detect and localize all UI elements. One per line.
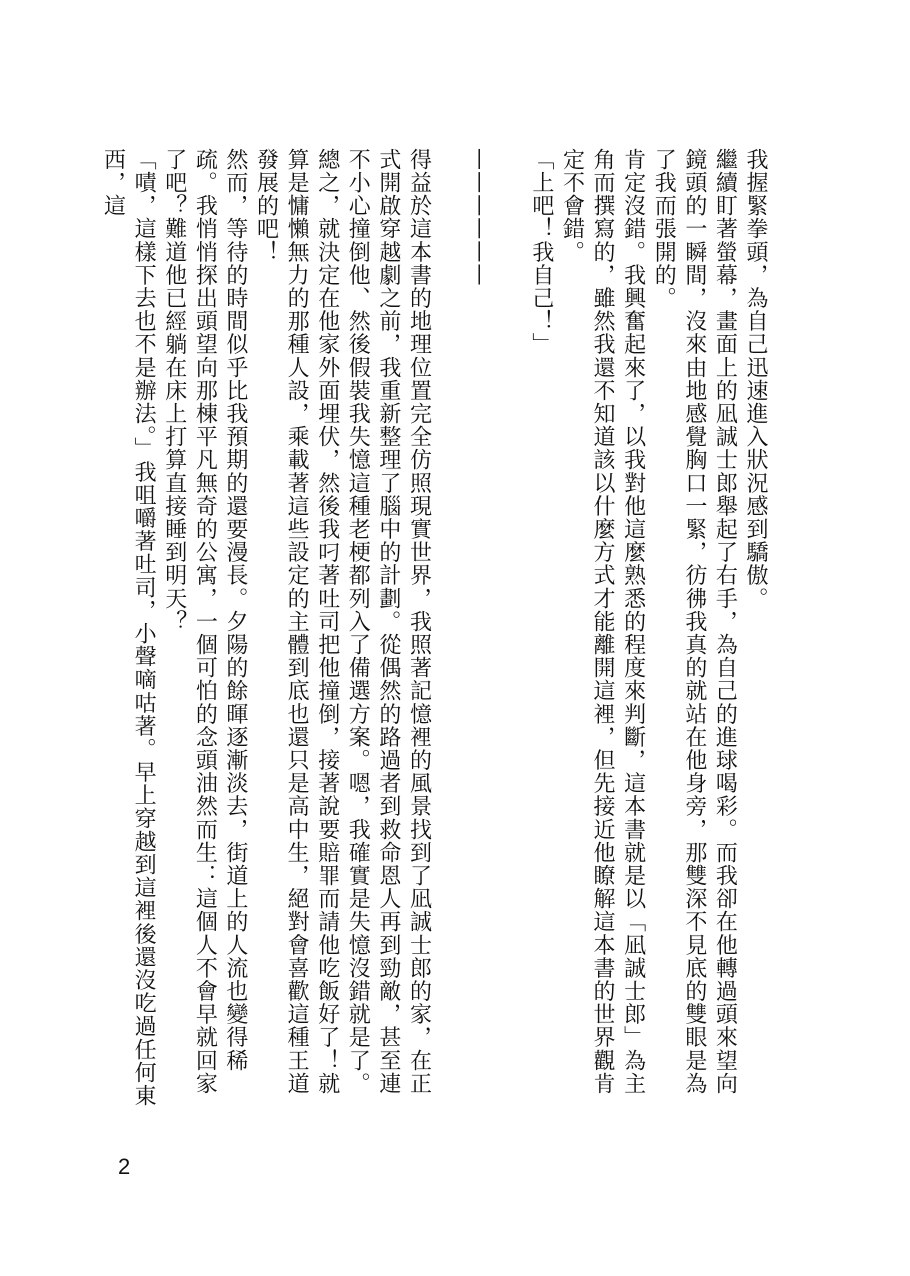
blank-line <box>433 148 464 1108</box>
paragraph: 總之，就決定在他家外面埋伏，然後我叼著吐司把他撞倒，接著說要賠罪而請他吃飯好了！就算是慵懶無力的那種人設，乘載著這些設定的主體到底也還只是高中生，絕對會喜歡這種王道發展的吧！ <box>253 148 340 1096</box>
page-number: 2 <box>118 1154 131 1179</box>
paragraph: 繼續盯著螢幕，畫面上的凪誠士郎舉起了右手，為自己的進球喝彩。而我卻在他轉過頭來望向鏡頭的一瞬間，沒來由地感覺胸口一緊，彷彿我真的就站在他身旁，那雙深不見底的雙眼是為了我而張開的。 <box>651 148 738 1096</box>
paragraph: 然而，等待的時間似乎比我預期的還要漫長。夕陽的餘暉逐漸淡去，街道上的人流也變得稀疏。我悄悄探出頭望向那棟平凡無奇的公寓，一個可怕的念頭油然而生：這個人不會早就回家了吧？難道他已經躺在床上打算直接睡到明天？ <box>161 148 248 1096</box>
paragraph: 肯定沒錯。我興奮起來了，以我對他這麼熟悉的程度來判斷，這本書就是以「凪誠士郎」為主角而撰寫的，雖然我還不知道該以什麼方式才能離開這裡，但先接近他瞭解這本書的世界觀肯定不會錯。 <box>559 148 646 1096</box>
paragraph: 「上吧！我自己！」 <box>528 148 554 356</box>
blank-line <box>495 148 526 1108</box>
section-divider: —————— <box>467 148 493 287</box>
paragraph: 「嘖，這樣下去也不是辦法。」我咀嚼著吐司，小聲嘀咕著。早上穿越到這裡後還沒吃過任何東西，這 <box>100 148 157 1108</box>
paragraph: 得益於這本書的地理位置完全仿照現實世界，我照著記憶裡的風景找到了凪誠士郎的家，在正式開啟穿越劇之前，我重新整理了腦中的計劃。從偶然的路過者到救命恩人再到勁敵，甚至連不小心撞倒他、然後假裝我失憶這種老梗都列入了備選方案。嗯，我確實是失憶沒錯就是了。 <box>345 148 432 1096</box>
vertical-body-text <box>100 148 770 1108</box>
paragraph: 我握緊拳頭，為自己迅速進入狀況感到驕傲。 <box>743 148 768 610</box>
